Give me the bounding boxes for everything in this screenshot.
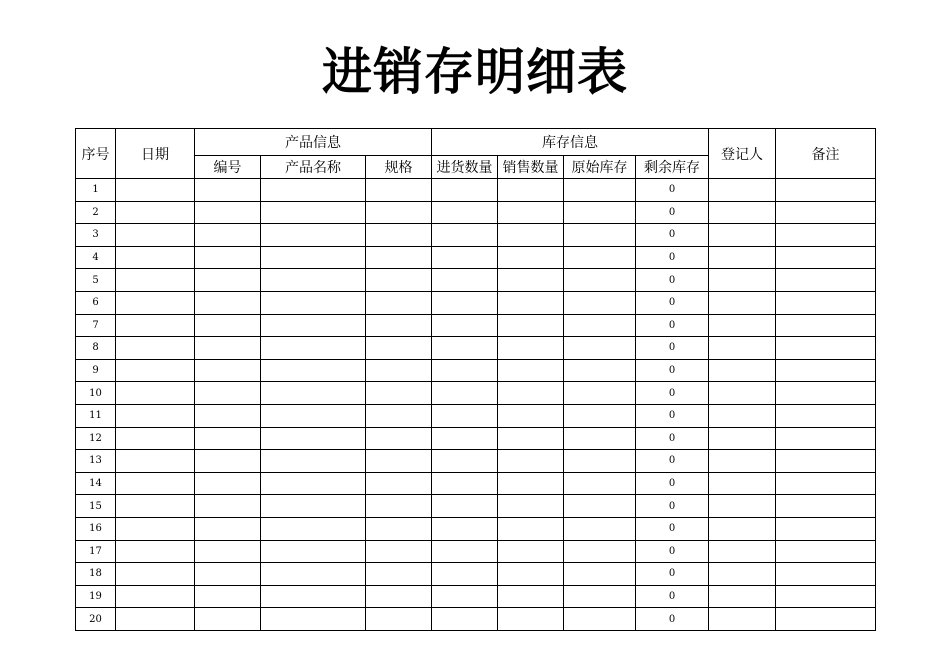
row-purchase-qty-cell[interactable] xyxy=(432,540,498,563)
row-original-stock-cell[interactable] xyxy=(564,291,636,314)
row-original-stock-cell[interactable] xyxy=(564,585,636,608)
row-seq-cell: 8 xyxy=(76,337,116,360)
row-original-stock-cell[interactable] xyxy=(564,404,636,427)
row-registrar-cell[interactable] xyxy=(709,224,776,247)
row-remaining-stock-cell: 0 xyxy=(636,563,709,586)
row-product-name-cell[interactable] xyxy=(261,291,366,314)
row-remark-cell[interactable] xyxy=(776,359,876,382)
row-product-name-cell[interactable] xyxy=(261,224,366,247)
row-remaining-stock-cell: 0 xyxy=(636,495,709,518)
row-original-stock-cell[interactable] xyxy=(564,563,636,586)
row-purchase-qty-cell[interactable] xyxy=(432,246,498,269)
row-remaining-stock-cell: 0 xyxy=(636,382,709,405)
row-remaining-stock-cell: 0 xyxy=(636,224,709,247)
row-code-cell[interactable] xyxy=(195,382,261,405)
header-date: 日期 xyxy=(116,129,195,179)
row-remark-cell[interactable] xyxy=(776,224,876,247)
row-spec-cell[interactable] xyxy=(366,269,432,292)
row-sales-qty-cell[interactable] xyxy=(498,337,564,360)
row-spec-cell[interactable] xyxy=(366,404,432,427)
row-code-cell[interactable] xyxy=(195,563,261,586)
row-product-name-cell[interactable] xyxy=(261,359,366,382)
row-seq-cell: 19 xyxy=(76,585,116,608)
row-registrar-cell[interactable] xyxy=(709,269,776,292)
row-remark-cell[interactable] xyxy=(776,246,876,269)
row-code-cell[interactable] xyxy=(195,404,261,427)
row-code-cell[interactable] xyxy=(195,427,261,450)
header-seq: 序号 xyxy=(76,129,116,179)
row-spec-cell[interactable] xyxy=(366,517,432,540)
row-seq-cell: 4 xyxy=(76,246,116,269)
row-original-stock-cell[interactable] xyxy=(564,472,636,495)
row-code-cell[interactable] xyxy=(195,314,261,337)
row-product-name-cell[interactable] xyxy=(261,427,366,450)
row-remaining-stock-cell: 0 xyxy=(636,427,709,450)
row-original-stock-cell[interactable] xyxy=(564,517,636,540)
row-remaining-stock-cell: 0 xyxy=(636,201,709,224)
header-purchase-qty: 进货数量 xyxy=(432,156,498,179)
row-date-cell[interactable] xyxy=(116,359,195,382)
row-date-cell[interactable] xyxy=(116,450,195,473)
row-code-cell[interactable] xyxy=(195,585,261,608)
row-remark-cell[interactable] xyxy=(776,585,876,608)
row-date-cell[interactable] xyxy=(116,608,195,631)
row-product-name-cell[interactable] xyxy=(261,608,366,631)
row-registrar-cell[interactable] xyxy=(709,427,776,450)
row-registrar-cell[interactable] xyxy=(709,517,776,540)
row-sales-qty-cell[interactable] xyxy=(498,224,564,247)
table-row xyxy=(76,585,876,608)
table-row xyxy=(76,608,876,631)
row-original-stock-cell[interactable] xyxy=(564,269,636,292)
table-row xyxy=(76,404,876,427)
row-remark-cell[interactable] xyxy=(776,269,876,292)
row-product-name-cell[interactable] xyxy=(261,382,366,405)
row-sales-qty-cell[interactable] xyxy=(498,517,564,540)
row-remark-cell[interactable] xyxy=(776,404,876,427)
row-registrar-cell[interactable] xyxy=(709,585,776,608)
row-remaining-stock-cell: 0 xyxy=(636,246,709,269)
row-remark-cell[interactable] xyxy=(776,495,876,518)
row-purchase-qty-cell[interactable] xyxy=(432,201,498,224)
table-row xyxy=(76,224,876,247)
row-registrar-cell[interactable] xyxy=(709,314,776,337)
row-original-stock-cell[interactable] xyxy=(564,540,636,563)
row-registrar-cell[interactable] xyxy=(709,450,776,473)
header-original-stock: 原始库存 xyxy=(564,156,636,179)
row-remaining-stock-cell: 0 xyxy=(636,450,709,473)
row-seq-cell: 11 xyxy=(76,404,116,427)
row-code-cell[interactable] xyxy=(195,179,261,202)
row-code-cell[interactable] xyxy=(195,517,261,540)
row-seq-cell: 6 xyxy=(76,291,116,314)
row-spec-cell[interactable] xyxy=(366,563,432,586)
row-spec-cell[interactable] xyxy=(366,179,432,202)
row-remaining-stock-cell: 0 xyxy=(636,585,709,608)
row-sales-qty-cell[interactable] xyxy=(498,540,564,563)
row-spec-cell[interactable] xyxy=(366,337,432,360)
header-code: 编号 xyxy=(195,156,261,179)
row-code-cell[interactable] xyxy=(195,608,261,631)
row-registrar-cell[interactable] xyxy=(709,608,776,631)
row-purchase-qty-cell[interactable] xyxy=(432,337,498,360)
row-code-cell[interactable] xyxy=(195,291,261,314)
row-original-stock-cell[interactable] xyxy=(564,450,636,473)
row-registrar-cell[interactable] xyxy=(709,337,776,360)
table-row xyxy=(76,450,876,473)
row-purchase-qty-cell[interactable] xyxy=(432,608,498,631)
row-remark-cell[interactable] xyxy=(776,201,876,224)
row-original-stock-cell[interactable] xyxy=(564,359,636,382)
row-code-cell[interactable] xyxy=(195,450,261,473)
row-code-cell[interactable] xyxy=(195,269,261,292)
row-remaining-stock-cell: 0 xyxy=(636,472,709,495)
table-row xyxy=(76,246,876,269)
row-original-stock-cell[interactable] xyxy=(564,382,636,405)
row-sales-qty-cell[interactable] xyxy=(498,179,564,202)
table-row xyxy=(76,269,876,292)
row-purchase-qty-cell[interactable] xyxy=(432,517,498,540)
row-sales-qty-cell[interactable] xyxy=(498,359,564,382)
row-date-cell[interactable] xyxy=(116,224,195,247)
row-remark-cell[interactable] xyxy=(776,608,876,631)
row-date-cell[interactable] xyxy=(116,291,195,314)
row-date-cell[interactable] xyxy=(116,269,195,292)
row-spec-cell[interactable] xyxy=(366,450,432,473)
row-seq-cell: 3 xyxy=(76,224,116,247)
row-product-name-cell[interactable] xyxy=(261,246,366,269)
row-purchase-qty-cell[interactable] xyxy=(432,382,498,405)
row-sales-qty-cell[interactable] xyxy=(498,201,564,224)
row-remark-cell[interactable] xyxy=(776,450,876,473)
row-spec-cell[interactable] xyxy=(366,540,432,563)
row-sales-qty-cell[interactable] xyxy=(498,404,564,427)
header-product-name: 产品名称 xyxy=(261,156,366,179)
table-row xyxy=(76,495,876,518)
row-remark-cell[interactable] xyxy=(776,337,876,360)
row-product-name-cell[interactable] xyxy=(261,314,366,337)
row-sales-qty-cell[interactable] xyxy=(498,472,564,495)
row-spec-cell[interactable] xyxy=(366,585,432,608)
row-sales-qty-cell[interactable] xyxy=(498,291,564,314)
row-sales-qty-cell[interactable] xyxy=(498,585,564,608)
row-remaining-stock-cell: 0 xyxy=(636,359,709,382)
row-purchase-qty-cell[interactable] xyxy=(432,495,498,518)
table-row xyxy=(76,337,876,360)
row-remaining-stock-cell: 0 xyxy=(636,179,709,202)
row-spec-cell[interactable] xyxy=(366,359,432,382)
row-original-stock-cell[interactable] xyxy=(564,337,636,360)
row-product-name-cell[interactable] xyxy=(261,563,366,586)
row-date-cell[interactable] xyxy=(116,382,195,405)
table-row xyxy=(76,563,876,586)
row-seq-cell: 20 xyxy=(76,608,116,631)
row-remark-cell[interactable] xyxy=(776,563,876,586)
row-purchase-qty-cell[interactable] xyxy=(432,291,498,314)
row-seq-cell: 12 xyxy=(76,427,116,450)
row-registrar-cell[interactable] xyxy=(709,495,776,518)
row-registrar-cell[interactable] xyxy=(709,404,776,427)
row-original-stock-cell[interactable] xyxy=(564,179,636,202)
row-registrar-cell[interactable] xyxy=(709,540,776,563)
row-seq-cell: 18 xyxy=(76,563,116,586)
table-row xyxy=(76,179,876,202)
row-remaining-stock-cell: 0 xyxy=(636,517,709,540)
row-sales-qty-cell[interactable] xyxy=(498,608,564,631)
row-date-cell[interactable] xyxy=(116,585,195,608)
row-product-name-cell[interactable] xyxy=(261,269,366,292)
row-remark-cell[interactable] xyxy=(776,291,876,314)
row-remark-cell[interactable] xyxy=(776,540,876,563)
row-original-stock-cell[interactable] xyxy=(564,246,636,269)
row-remark-cell[interactable] xyxy=(776,472,876,495)
row-date-cell[interactable] xyxy=(116,495,195,518)
table-row xyxy=(76,427,876,450)
row-date-cell[interactable] xyxy=(116,427,195,450)
row-product-name-cell[interactable] xyxy=(261,540,366,563)
row-code-cell[interactable] xyxy=(195,337,261,360)
row-product-name-cell[interactable] xyxy=(261,495,366,518)
row-date-cell[interactable] xyxy=(116,337,195,360)
row-registrar-cell[interactable] xyxy=(709,472,776,495)
row-date-cell[interactable] xyxy=(116,314,195,337)
header-sales-qty: 销售数量 xyxy=(498,156,564,179)
row-purchase-qty-cell[interactable] xyxy=(432,427,498,450)
row-sales-qty-cell[interactable] xyxy=(498,246,564,269)
row-code-cell[interactable] xyxy=(195,540,261,563)
header-registrar: 登记人 xyxy=(709,129,776,179)
row-seq-cell: 17 xyxy=(76,540,116,563)
row-spec-cell[interactable] xyxy=(366,246,432,269)
row-registrar-cell[interactable] xyxy=(709,359,776,382)
row-product-name-cell[interactable] xyxy=(261,179,366,202)
row-remaining-stock-cell: 0 xyxy=(636,337,709,360)
table-row xyxy=(76,359,876,382)
row-spec-cell[interactable] xyxy=(366,472,432,495)
row-purchase-qty-cell[interactable] xyxy=(432,472,498,495)
row-remark-cell[interactable] xyxy=(776,517,876,540)
row-code-cell[interactable] xyxy=(195,246,261,269)
row-purchase-qty-cell[interactable] xyxy=(432,404,498,427)
header-row-group xyxy=(76,129,876,156)
row-purchase-qty-cell[interactable] xyxy=(432,179,498,202)
row-spec-cell[interactable] xyxy=(366,291,432,314)
row-code-cell[interactable] xyxy=(195,472,261,495)
row-sales-qty-cell[interactable] xyxy=(498,427,564,450)
row-purchase-qty-cell[interactable] xyxy=(432,314,498,337)
row-remaining-stock-cell: 0 xyxy=(636,269,709,292)
table-row xyxy=(76,382,876,405)
header-stock-info: 库存信息 xyxy=(432,129,709,156)
page-title: 进销存明细表 xyxy=(322,43,628,101)
row-purchase-qty-cell[interactable] xyxy=(432,359,498,382)
row-seq-cell: 7 xyxy=(76,314,116,337)
row-sales-qty-cell[interactable] xyxy=(498,563,564,586)
row-remark-cell[interactable] xyxy=(776,179,876,202)
row-registrar-cell[interactable] xyxy=(709,246,776,269)
row-seq-cell: 10 xyxy=(76,382,116,405)
row-original-stock-cell[interactable] xyxy=(564,495,636,518)
table-row xyxy=(76,472,876,495)
row-code-cell[interactable] xyxy=(195,495,261,518)
row-sales-qty-cell[interactable] xyxy=(498,495,564,518)
row-seq-cell: 9 xyxy=(76,359,116,382)
row-sales-qty-cell[interactable] xyxy=(498,314,564,337)
row-seq-cell: 1 xyxy=(76,179,116,202)
row-code-cell[interactable] xyxy=(195,201,261,224)
row-remark-cell[interactable] xyxy=(776,382,876,405)
row-sales-qty-cell[interactable] xyxy=(498,450,564,473)
row-remaining-stock-cell: 0 xyxy=(636,540,709,563)
row-product-name-cell[interactable] xyxy=(261,585,366,608)
table-row xyxy=(76,201,876,224)
row-date-cell[interactable] xyxy=(116,563,195,586)
table-row xyxy=(76,314,876,337)
row-spec-cell[interactable] xyxy=(366,382,432,405)
row-purchase-qty-cell[interactable] xyxy=(432,269,498,292)
row-date-cell[interactable] xyxy=(116,404,195,427)
row-date-cell[interactable] xyxy=(116,201,195,224)
row-product-name-cell[interactable] xyxy=(261,517,366,540)
row-date-cell[interactable] xyxy=(116,246,195,269)
row-date-cell[interactable] xyxy=(116,179,195,202)
row-spec-cell[interactable] xyxy=(366,201,432,224)
row-seq-cell: 16 xyxy=(76,517,116,540)
header-remark: 备注 xyxy=(776,129,876,179)
row-registrar-cell[interactable] xyxy=(709,382,776,405)
row-original-stock-cell[interactable] xyxy=(564,427,636,450)
row-registrar-cell[interactable] xyxy=(709,179,776,202)
row-product-name-cell[interactable] xyxy=(261,472,366,495)
table-body xyxy=(76,179,876,631)
header-product-info: 产品信息 xyxy=(195,129,432,156)
table-row xyxy=(76,540,876,563)
table-row xyxy=(76,517,876,540)
row-seq-cell: 15 xyxy=(76,495,116,518)
row-product-name-cell[interactable] xyxy=(261,201,366,224)
row-remaining-stock-cell: 0 xyxy=(636,291,709,314)
row-seq-cell: 2 xyxy=(76,201,116,224)
row-seq-cell: 5 xyxy=(76,269,116,292)
row-date-cell[interactable] xyxy=(116,472,195,495)
row-date-cell[interactable] xyxy=(116,517,195,540)
row-remaining-stock-cell: 0 xyxy=(636,314,709,337)
row-spec-cell[interactable] xyxy=(366,608,432,631)
row-seq-cell: 13 xyxy=(76,450,116,473)
row-product-name-cell[interactable] xyxy=(261,450,366,473)
row-sales-qty-cell[interactable] xyxy=(498,382,564,405)
row-remark-cell[interactable] xyxy=(776,314,876,337)
row-purchase-qty-cell[interactable] xyxy=(432,450,498,473)
row-registrar-cell[interactable] xyxy=(709,291,776,314)
row-spec-cell[interactable] xyxy=(366,427,432,450)
row-seq-cell: 14 xyxy=(76,472,116,495)
row-remark-cell[interactable] xyxy=(776,427,876,450)
row-purchase-qty-cell[interactable] xyxy=(432,224,498,247)
row-remaining-stock-cell: 0 xyxy=(636,404,709,427)
row-registrar-cell[interactable] xyxy=(709,201,776,224)
row-spec-cell[interactable] xyxy=(366,495,432,518)
row-spec-cell[interactable] xyxy=(366,224,432,247)
row-spec-cell[interactable] xyxy=(366,314,432,337)
row-date-cell[interactable] xyxy=(116,540,195,563)
row-original-stock-cell[interactable] xyxy=(564,224,636,247)
row-purchase-qty-cell[interactable] xyxy=(432,563,498,586)
row-original-stock-cell[interactable] xyxy=(564,201,636,224)
table-row xyxy=(76,291,876,314)
row-original-stock-cell[interactable] xyxy=(564,314,636,337)
row-product-name-cell[interactable] xyxy=(261,404,366,427)
row-purchase-qty-cell[interactable] xyxy=(432,585,498,608)
row-original-stock-cell[interactable] xyxy=(564,608,636,631)
row-registrar-cell[interactable] xyxy=(709,563,776,586)
row-code-cell[interactable] xyxy=(195,224,261,247)
row-remaining-stock-cell: 0 xyxy=(636,608,709,631)
row-code-cell[interactable] xyxy=(195,359,261,382)
header-spec: 规格 xyxy=(366,156,432,179)
row-product-name-cell[interactable] xyxy=(261,337,366,360)
header-remaining-stock: 剩余库存 xyxy=(636,156,709,179)
row-sales-qty-cell[interactable] xyxy=(498,269,564,292)
inventory-ledger-table xyxy=(75,128,876,631)
